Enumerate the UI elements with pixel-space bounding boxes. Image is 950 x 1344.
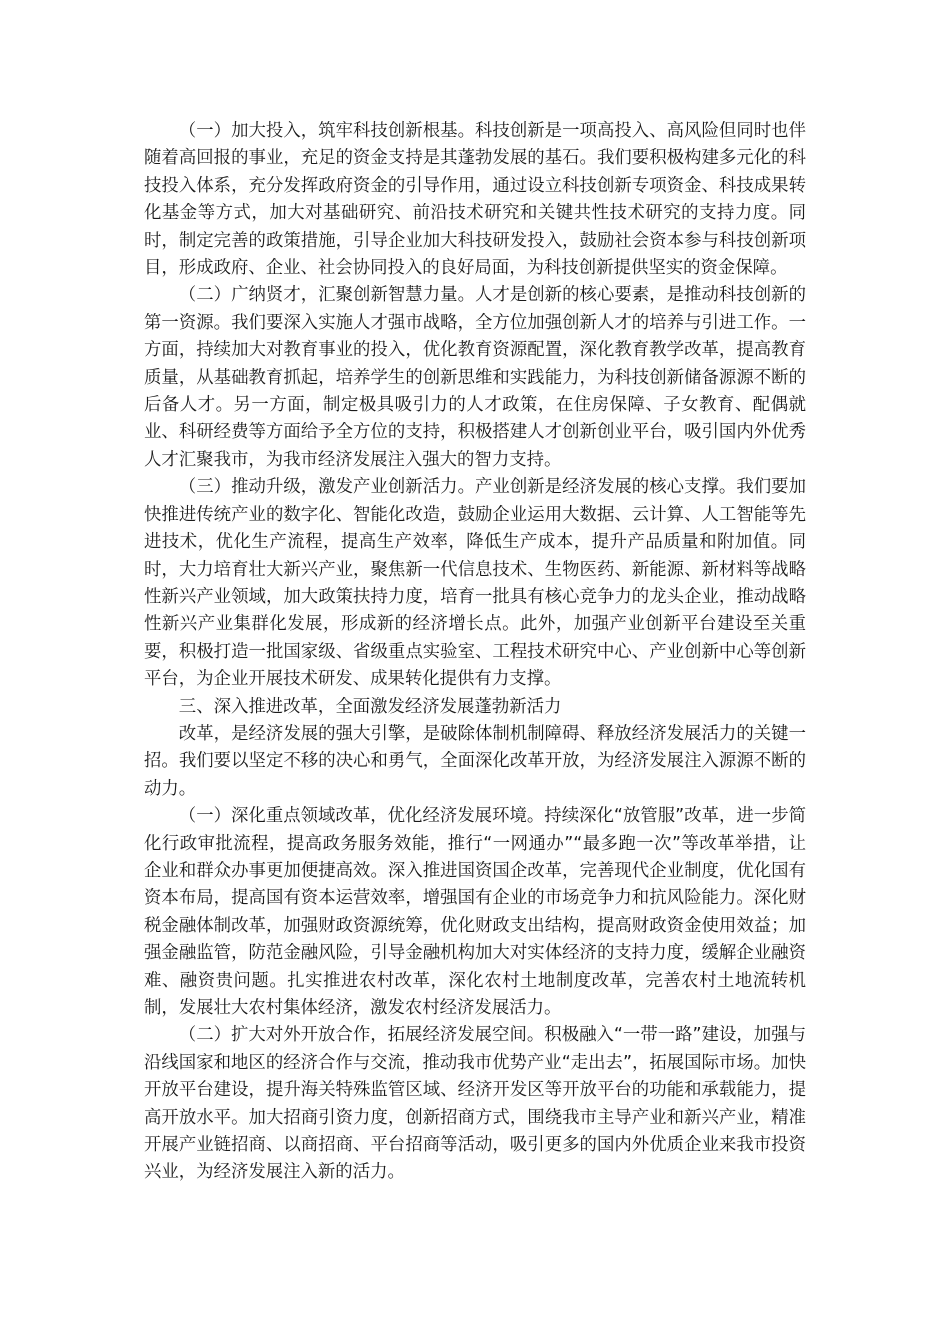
paragraph-key-area-reform: （一）深化重点领域改革，优化经济发展环境。持续深化“放管服”改革，进一步简化行政审批流程，提高政务服务效能，推行“一网通办”“最多跑一次”等改革举措，让企业和群众办事更加便捷高效。深入推进国资国企改革，完善现代企业制度，优化国有资本布局，提高国有资本运营效率，增强国有企业的市场竞争力和抗风险能力。深化财税金融体制改革，加强财政资源统筹，优化财政支出结构，提高财政资金使用效益；加强金融监管，防范金融风险，引导金融机构加大对实体经济的支持力度，缓解企业融资难、融资贵问题。扎实推进农村改革，深化农村土地制度改革，完善农村土地流转机制，发展壮大农村集体经济，激发农村经济发展活力。 [144, 806, 806, 1018]
paragraph-reform-intro: 改革，是经济发展的强大引擎，是破除体制机制障碍、释放经济发展活力的关键一招。我们要以坚定不移的决心和勇气，全面深化改革开放，为经济发展注入源源不断的动力。 [144, 723, 806, 799]
paragraph-talent: （二）广纳贤才，汇聚创新智慧力量。人才是创新的核心要素，是推动科技创新的第一资源。我们要深入实施人才强市战略，全方位加强创新人才的培养与引进工作。一方面，持续加大对教育事业的投入，优化教育资源配置，深化教育教学改革，提高教育质量，从基础教育抓起，培养学生的创新思维和实践能力，为科技创新储备源源不断的后备人才。另一方面，制定极具吸引力的人才政策，在住房保障、子女教育、配偶就业、科研经费等方面给予全方位的支持，积极搭建人才创新创业平台，吸引国内外优秀人才汇聚我市，为我市经济发展注入强大的智力支持。 [144, 285, 806, 470]
paragraph-tech-investment: （一）加大投入，筑牢科技创新根基。科技创新是一项高投入、高风险但同时也伴随着高回报的事业，充足的资金支持是其蓬勃发展的基石。我们要积极构建多元化的科技投入体系，充分发挥政府资金的引导作用，通过设立科技创新专项资金、科技成果转化基金等方式，加大对基础研究、前沿技术研究和关键共性技术研究的支持力度。同时，制定完善的政策措施，引导企业加大科技研发投入，鼓励社会资本参与科技创新项目，形成政府、企业、社会协同投入的良好局面，为科技创新提供坚实的资金保障。 [144, 121, 806, 279]
section-heading-reform: 三、深入推进改革，全面激发经济发展蓬勃新活力 [178, 696, 562, 717]
paragraph-opening-up: （二）扩大对外开放合作，拓展经济发展空间。积极融入“一带一路”建设，加强与沿线国家和地区的经济合作与交流，推动我市优势产业“走出去”，拓展国际市场。加快开放平台建设，提升海关特殊监管区域、经济开发区等开放平台的功能和承载能力，提高开放水平。加大招商引资力度，创新招商方式，围绕我市主导产业和新兴产业，精准开展产业链招商、以商招商、平台招商等活动，吸引更多的国内外优质企业来我市投资兴业，为经济发展注入新的活力。 [144, 1025, 806, 1183]
document-page [144, 118, 806, 1187]
paragraph-industry-upgrade: （三）推动升级，激发产业创新活力。产业创新是经济发展的核心支撑。我们要加快推进传统产业的数字化、智能化改造，鼓励企业运用大数据、云计算、人工智能等先进技术，优化生产流程，提高生产效率，降低生产成本，提升产品质量和附加值。同时，大力培育壮大新兴产业，聚焦新一代信息技术、生物医药、新能源、新材料等战略性新兴产业领域，加大政策扶持力度，培育一批具有核心竞争力的龙头企业，推动战略性新兴产业集群化发展，形成新的经济增长点。此外，加强产业创新平台建设至关重要，积极打造一批国家级、省级重点实验室、工程技术研究中心、产业创新中心等创新平台，为企业开展技术研发、成果转化提供有力支撑。 [144, 477, 806, 690]
